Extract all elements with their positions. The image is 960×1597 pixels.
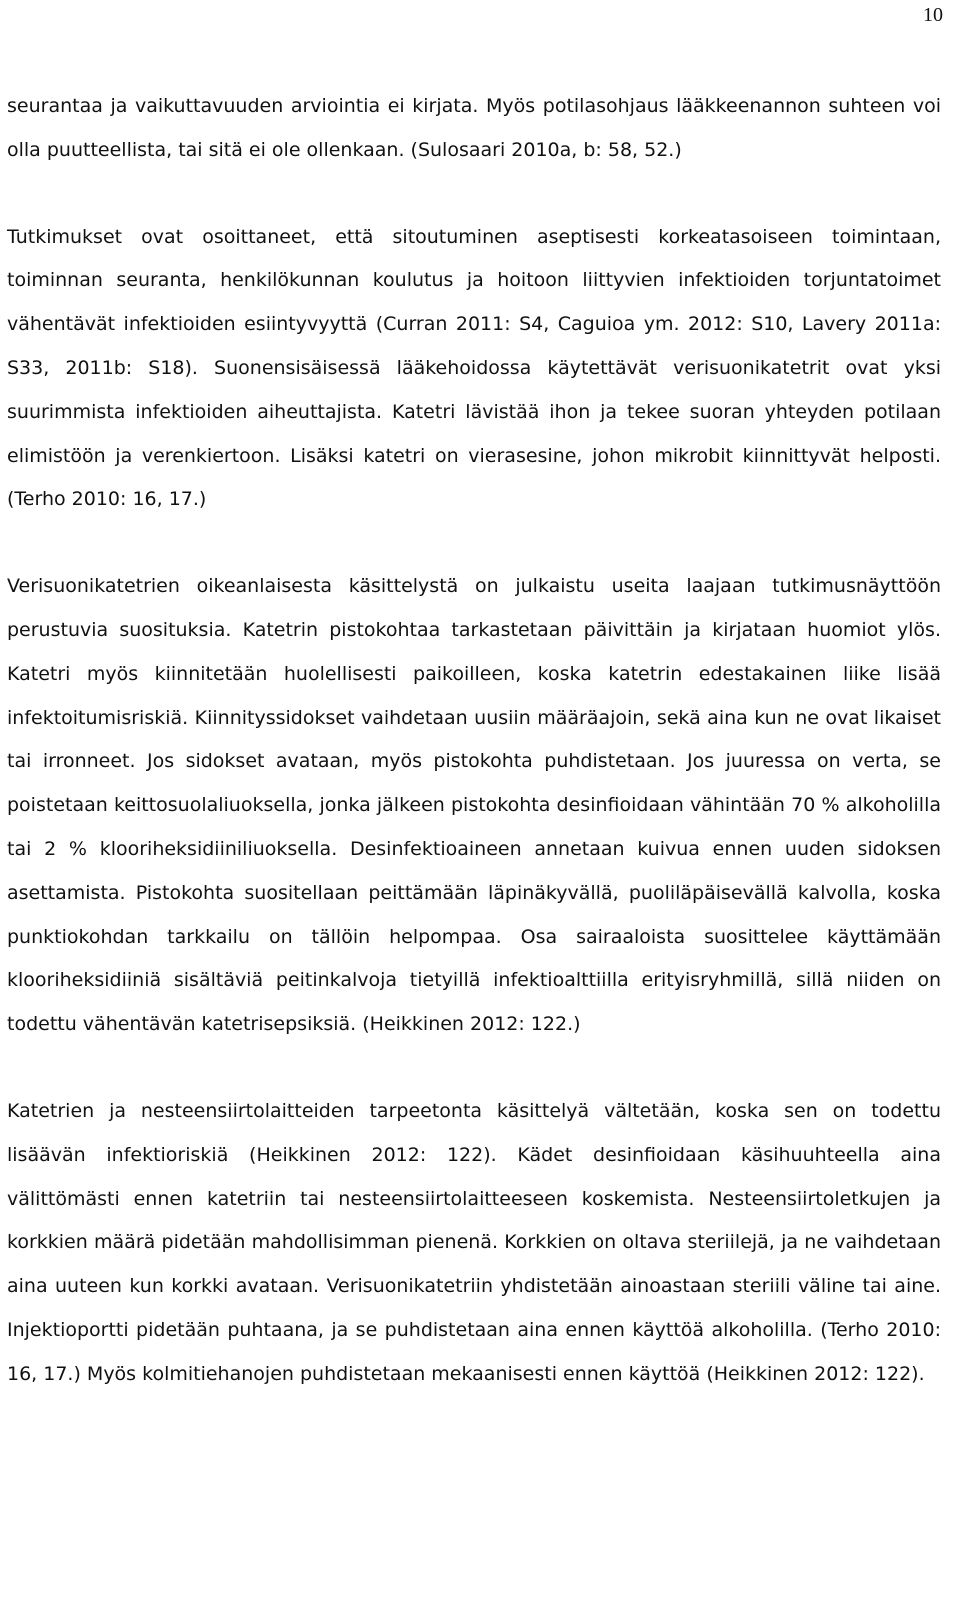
paragraph-1: seurantaa ja vaikuttavuuden arviointia ei kirjata. Myös potilasohjaus lääkkeenannon suhteen voi olla puutteellista, tai sitä ei ole ollenkaan. (Sulosaari 2010a, b: 58, 52.): [7, 95, 941, 161]
page-number: 10: [923, 4, 943, 26]
paragraph-4: Katetrien ja nesteensiirtolaitteiden tarpeetonta käsittelyä vältetään, koska sen on todettu lisäävän infektioriskiä (Heikkinen 2012: 122). Kädet desinfioidaan käsihuuhteella aina välittömästi ennen katetriin tai nesteensiirtolaitteeseen koskemista. Nesteensiirtoletkujen ja korkkien määrä pidetään mahdollisimman pienenä. Korkkien on oltava steriilejä, ja ne vaihdetaan aina uuteen kun korkki avataan. Verisuonikatetriin yhdistetään ainoastaan steriili väline tai aine. Injektioportti pidetään puhtaana, ja se puhdistetaan aina ennen käyttöä alkoholilla. (Terho 2010: 16, 17.) Myös kolmitiehanojen puhdistetaan mekaanisesti ennen käyttöä (Heikkinen 2012: 122).: [7, 1099, 941, 1385]
paragraph-2: Tutkimukset ovat osoittaneet, että sitoutuminen aseptisesti korkeatasoiseen toimintaan, toiminnan seuranta, henkilökunnan koulutus ja hoitoon liittyvien infektioiden torjuntatoimet vähentävät infektioiden esiintyvyyttä (Curran 2011: S4, Caguioa ym. 2012: S10, Lavery 2011a: S33, 2011b: S18). Suonensisäisessä lääkehoidossa käytettävät verisuonikatetrit ovat yksi suurimmista infektioiden aiheuttajista. Katetri lävistää ihon ja tekee suoran yhteyden potilaan elimistöön ja verenkiertoon. Lisäksi katetri on vierasesine, johon mikrobit kiinnittyvät helposti. (Terho 2010: 16, 17.): [7, 225, 941, 511]
paragraph-3: Verisuonikatetrien oikeanlaisesta käsittelystä on julkaistu useita laajaan tutkimusnäyttöön perustuvia suosituksia. Katetrin pistokohtaa tarkastetaan päivittäin ja kirjataan huomiot ylös. Katetri myös kiinnitetään huolellisesti paikoilleen, koska katetrin edestakainen liike lisää infektoitumisriskiä. Kiinnityssidokset vaihdetaan uusiin määräajoin, sekä aina kun ne ovat likaiset tai irronneet. Jos sidokset avataan, myös pistokohta puhdistetaan. Jos juuressa on verta, se poistetaan keittosuolaliuoksella, jonka jälkeen pistokohta desinfioidaan vähintään 70 % alkoholilla tai 2 % klooriheksidiiniliuoksella. Desinfektioaineen annetaan kuivua ennen uuden sidoksen asettamista. Pistokohta suositellaan peittämään läpinäkyvällä, puoliläpäisevällä kalvolla, koska punktiokohdan tarkkailu on tällöin helpompaa. Osa sairaaloista suosittelee käyttämään klooriheksidiiniä sisältäviä peitinkalvoja tietyillä infektioalttiilla erityisryhmillä, sillä niiden on todettu vähentävän katetrisepsiksiä. (Heikkinen 2012: 122.): [7, 575, 941, 1036]
document-body: [7, 85, 941, 1397]
